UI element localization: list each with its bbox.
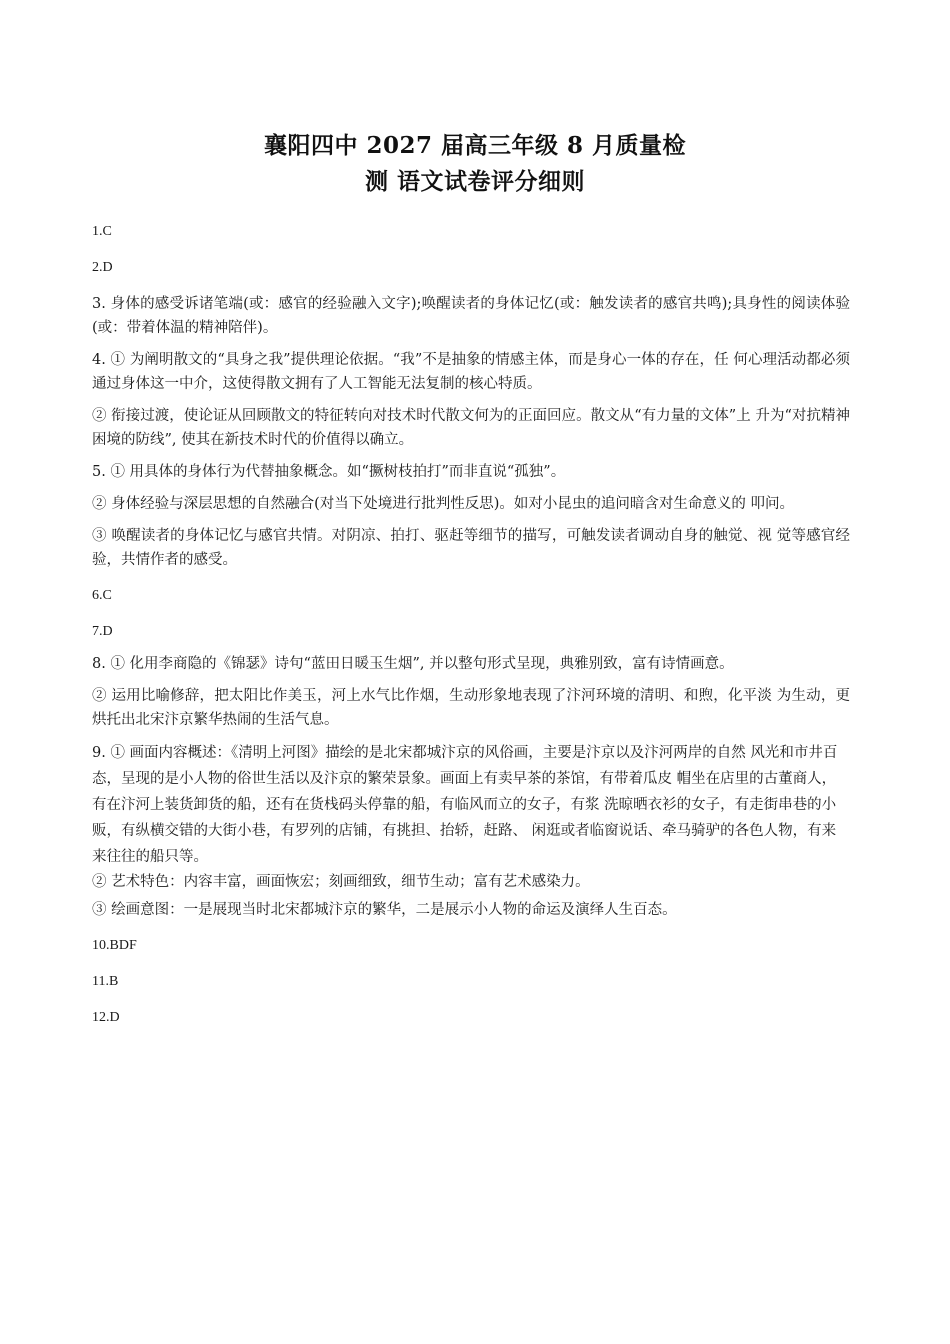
answer-10: 10.BDF	[92, 938, 137, 953]
answer-9-point-2: ② 艺术特色：内容丰富，画面恢宏；刻画细致，细节生动；富有艺术感染力。	[92, 874, 590, 890]
title-line-1: 襄阳四中 2027 届高三年级 8 月质量检	[263, 132, 687, 159]
answer-8-point-1: 8. ① 化用李商隐的《锦瑟》诗句“蓝田日暖玉生烟”, 并以整句形式呈现，典雅别致，富有诗情画意。	[92, 656, 734, 672]
answer-5-point-1: 5. ① 用具体的身体行为代替抽象概念。如“撅树枝拍打”而非直说“孤独”。	[92, 464, 566, 480]
answer-11: 11.B	[92, 974, 119, 989]
title-line-2: 测 语文试卷评分细则	[364, 168, 585, 195]
answer-5-point-2: ② 身体经验与深层思想的自然融合(对当下处境进行批判性反思)。如对小昆虫的追问暗含对生命意义的 叩问。	[92, 496, 795, 512]
answer-8-point-2: ② 运用比喻修辞，把太阳比作美玉，河上水气比作烟，生动形象地表现了汴河环境的清明、和煦，化平淡 为生动，更烘托出北宋汴京繁华热闹的生活气息。	[92, 688, 850, 728]
answer-9-point-1: 9. ① 画面内容概述：《清明上河图》描绘的是北宋都城汴京的风俗画，主要是汴京以及汴河两岸的自然 风光和市井百态，呈现的是小人物的俗世生活以及汴京的繁荣景象。画面上有卖早茶的茶馆，有带着瓜皮 帽坐在店里的古董商人，有在汴河上装货卸货的船，还有在货栈码头停靠的船，有临风而立的女子，有浆 洗晾晒衣衫的女子，有走街串巷的小贩，有纵横交错的大街小巷，有罗列的店铺，有挑担、抬轿，赶路、 闲逛或者临窗说话、牵马骑驴的各色人物，有来来往往的船只等。	[92, 745, 838, 865]
answer-5-point-3: ③ 唤醒读者的身体记忆与感官共情。对阴凉、拍打、驱赶等细节的描写，可触发读者调动自身的触觉、视 觉等感官经验，共情作者的感受。	[92, 528, 850, 568]
answer-4-point-1: 4. ① 为阐明散文的“具身之我”提供理论依据。“我”不是抽象的情感主体，而是身心一体的存在，任 何心理活动都必须通过身体这一中介，这使得散文拥有了人工智能无法复制的核心特质。	[92, 352, 850, 392]
answer-2: 2.D	[92, 260, 113, 275]
answer-4-point-2: ② 衔接过渡，使论证从回顾散文的特征转向对技术时代散文何为的正面回应。散文从“有力量的文体”上 升为“对抗精神困境的防线”, 使其在新技术时代的价值得以确立。	[92, 408, 850, 448]
answer-3: 3. 身体的感受诉诸笔端(或：感官的经验融入文字);唤醒读者的身体记忆(或：触发读者的感官共鸣);具身性的阅读体验(或：带着体温的精神陪伴)。	[92, 296, 850, 336]
answer-7: 7.D	[92, 624, 113, 639]
answer-list	[92, 220, 850, 1042]
answer-1: 1.C	[92, 224, 112, 239]
answer-12: 12.D	[92, 1010, 120, 1025]
document-title	[0, 128, 950, 200]
answer-9-point-3: ③ 绘画意图：一是展现当时北宋都城汴京的繁华，二是展示小人物的命运及演绎人生百态。	[92, 902, 677, 918]
answer-6: 6.C	[92, 588, 112, 603]
